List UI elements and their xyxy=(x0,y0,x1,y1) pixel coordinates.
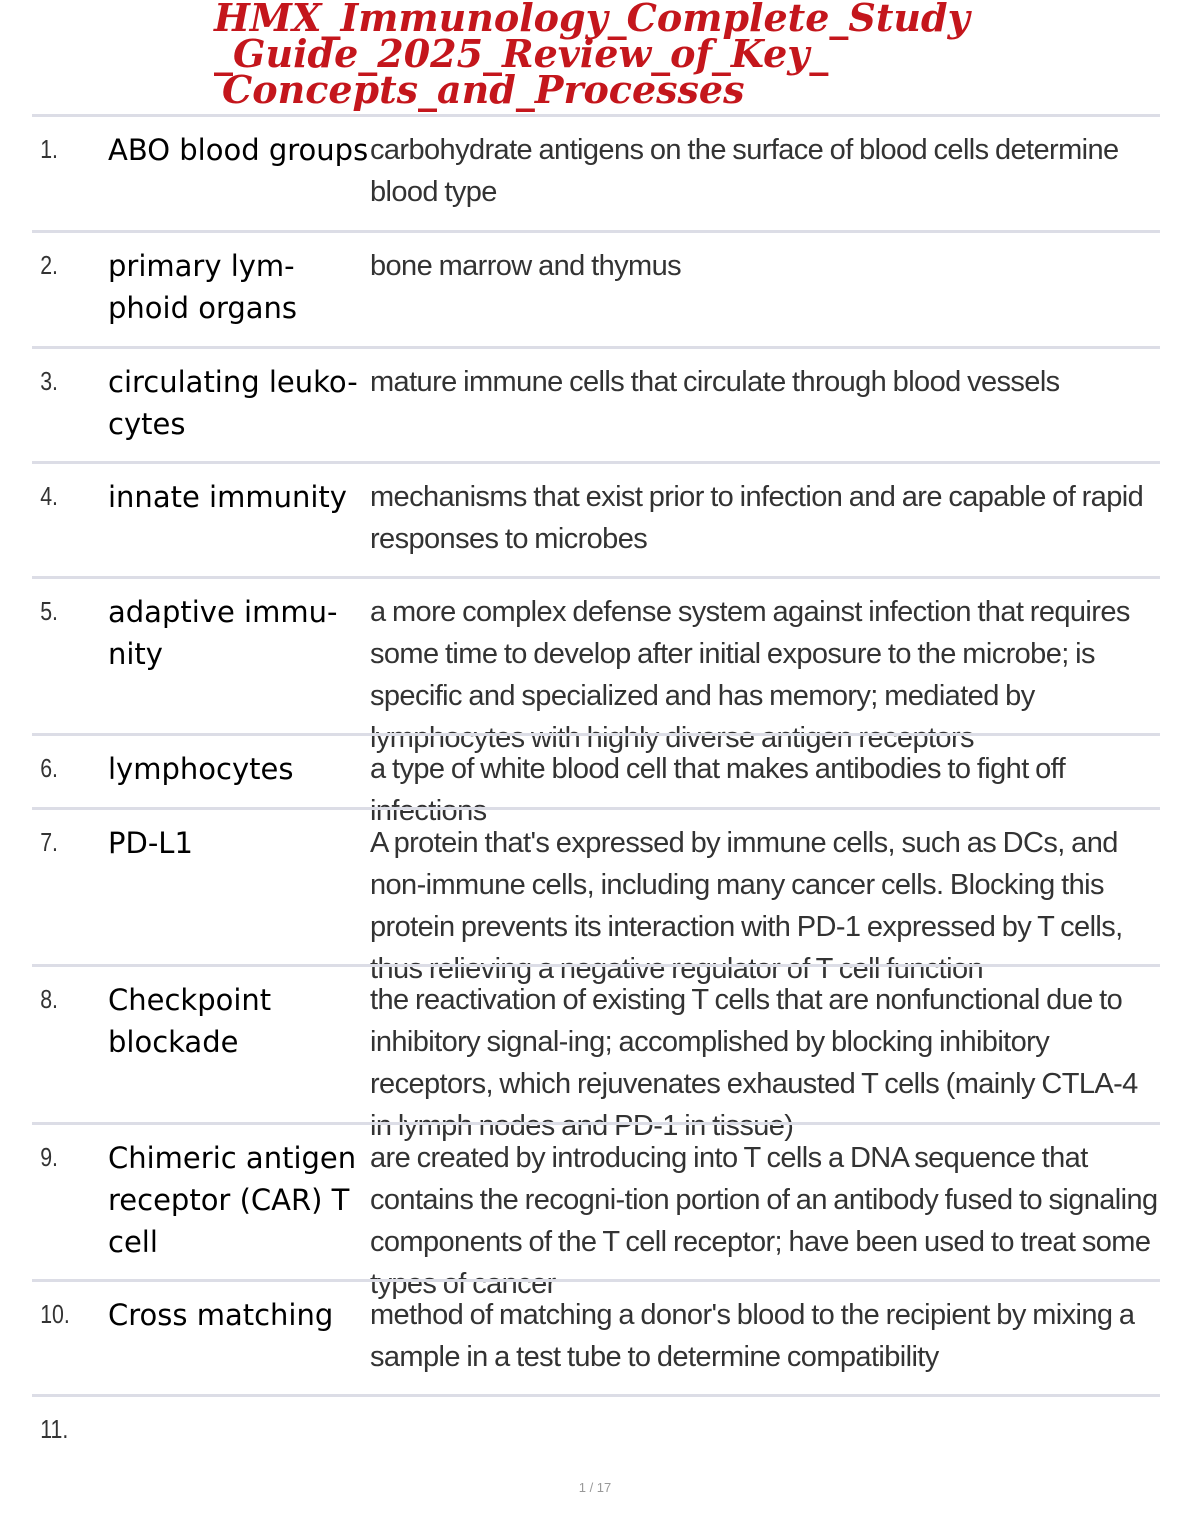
row-number: 7. xyxy=(40,827,58,857)
table-row xyxy=(32,346,1160,461)
title-line-1: HMX_Immunology_Complete_Study xyxy=(214,0,970,40)
table-row xyxy=(32,964,1160,1142)
definition: bone marrow and thymus xyxy=(370,250,682,282)
title-line-2: _Guide_2025_Review_of_Key_ xyxy=(214,31,829,76)
term: Chimeric antigen receptor (CAR) T cell xyxy=(108,1141,357,1259)
definition: mature immune cells that circulate through blood vessels xyxy=(370,366,1060,398)
row-number: 5. xyxy=(40,596,58,626)
row-number: 6. xyxy=(40,753,58,783)
term: adaptive immu-nity xyxy=(108,595,338,671)
definition xyxy=(370,1397,1160,1464)
table-row xyxy=(32,1279,1160,1394)
table-row xyxy=(32,461,1160,576)
table-row xyxy=(32,1122,1160,1300)
term: primary lym-phoid organs xyxy=(108,249,298,325)
definition: the reactivation of existing T cells that are nonfunctional due to inhibitory signal-ing; accomplished by blocking inhibitory receptors, which rejuvenates exhausted T cells (mainly CTLA-4 in lymph nodes and PD-1 in tissue) xyxy=(370,984,1138,1142)
row-number: 3. xyxy=(40,366,58,396)
row-number: 4. xyxy=(40,481,58,511)
row-number: 1. xyxy=(40,134,58,164)
flashcard-table xyxy=(32,114,1160,1464)
row-number: 9. xyxy=(40,1142,58,1172)
definition: mechanisms that exist prior to infection and are capable of rapid responses to microbes xyxy=(370,481,1144,555)
table-row xyxy=(32,733,1160,827)
document-title xyxy=(214,0,1014,112)
row-number: 8. xyxy=(40,984,58,1014)
title-line-3: Concepts_and_Processes xyxy=(222,67,745,112)
term: innate immunity xyxy=(108,480,347,514)
table-row xyxy=(32,114,1160,230)
definition: a type of white blood cell that makes antibodies to fight off infections xyxy=(370,753,1066,827)
row-number: 10. xyxy=(40,1299,70,1329)
table-row xyxy=(32,1394,1160,1464)
table-row xyxy=(32,807,1160,985)
row-number: 11. xyxy=(40,1414,69,1444)
definition: a more complex defense system against infection that requires some time to develop after initial exposure to the microbe; is specific and specialized and has memory; mediated by lymphocytes with highly diverse antigen receptors xyxy=(370,596,1130,754)
definition: are created by introducing into T cells a DNA sequence that contains the recogni-tion portion of an antibody fused to signaling components of the T cell receptor; have been used to treat some types of cancer xyxy=(370,1142,1158,1300)
row-number: 2. xyxy=(40,250,58,280)
definition: carbohydrate antigens on the surface of blood cells determine blood type xyxy=(370,134,1119,208)
table-row xyxy=(32,230,1160,346)
term xyxy=(108,1397,370,1464)
term: ABO blood groups xyxy=(108,133,369,167)
page-indicator: 1 / 17 xyxy=(578,1480,612,1495)
definition: A protein that's expressed by immune cells, such as DCs, and non-immune cells, including many cancer cells. Blocking this protein prevents its interaction with PD-1 expressed by T cells, thus relieving a negative regulator of T cell function xyxy=(370,827,1123,985)
term: circulating leuko-cytes xyxy=(108,365,358,441)
term: lymphocytes xyxy=(108,752,294,786)
term: Checkpoint blockade xyxy=(108,983,272,1059)
term: PD-L1 xyxy=(108,826,193,860)
term: Cross matching xyxy=(108,1298,334,1332)
table-row xyxy=(32,576,1160,754)
definition: method of matching a donor's blood to the recipient by mixing a sample in a test tube to determine compatibility xyxy=(370,1299,1135,1373)
